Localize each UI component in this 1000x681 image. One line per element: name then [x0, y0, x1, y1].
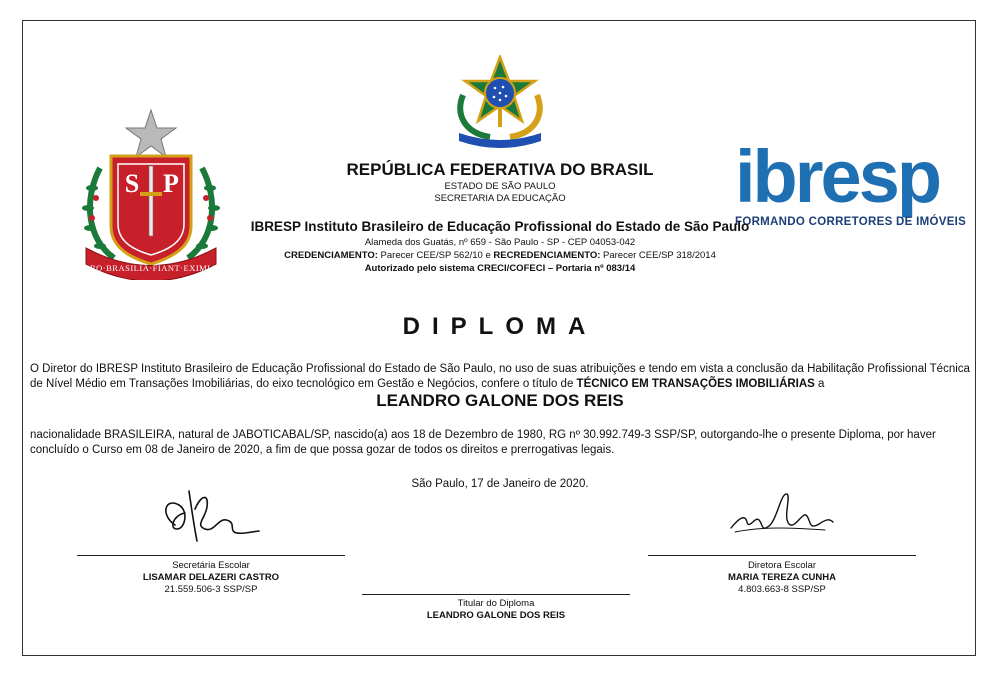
ibresp-logo-word: ibresp — [735, 135, 940, 218]
director-name: MARIA TEREZA CUNHA — [727, 572, 836, 583]
conferral-paragraph — [30, 362, 970, 392]
signature-secretary — [155, 485, 265, 545]
signature-block-director — [648, 560, 916, 596]
authorization-line: Autorizado pelo sistema CRECI/COFECI – Portaria nº 083/14 — [364, 263, 636, 274]
ibresp-logo-tagline: FORMANDO CORRETORES DE IMÓVEIS — [735, 216, 967, 228]
brazil-coat-of-arms — [445, 55, 555, 150]
secretariat-name: SECRETARIA DA EDUCAÇÃO — [434, 193, 566, 204]
holder-name: LEANDRO GALONE DOS REIS — [376, 391, 624, 410]
secretary-id: 21.559.506-3 SSP/SP — [164, 584, 258, 595]
conferral-end: a — [814, 378, 825, 390]
ibresp-logo — [735, 135, 975, 228]
signature-director — [725, 488, 835, 538]
holder-details-paragraph: nacionalidade BRASILEIRA, natural de JABOTICABAL/SP, nascido(a) aos 18 de Dezembro de 1980, RG nº 30.992.749-3 SSP/SP, outorgando-lhe o presente Diploma, por haver concluído o Curso em 08 de Janeiro de 2020, a fim de que possa gozar de todos os direitos e prerrogativas legais. — [30, 429, 936, 456]
credenciamento-label: CREDENCIAMENTO: — [284, 250, 378, 261]
signature-line-director — [648, 555, 916, 556]
sp-arms-motto: PRO·BRASILIA·FIANT·EXIMIA — [84, 263, 218, 273]
director-id: 4.803.663-8 SSP/SP — [738, 584, 826, 595]
holder-signature-name: LEANDRO GALONE DOS REIS — [426, 610, 566, 621]
signature-block-secretary — [77, 560, 345, 596]
republic-title: REPÚBLICA FEDERATIVA DO BRASIL — [346, 160, 654, 179]
secretary-name: LISAMAR DELAZERI CASTRO — [142, 572, 280, 583]
recredenciamento-label: RECREDENCIAMENTO: — [493, 250, 601, 261]
signature-line-secretary — [77, 555, 345, 556]
state-name: ESTADO DE SÃO PAULO — [444, 181, 556, 192]
signature-line-holder — [362, 594, 630, 595]
degree-title: TÉCNICO EM TRANSAÇÕES IMOBILIÁRIAS — [576, 378, 815, 390]
secretary-role: Secretária Escolar — [172, 560, 250, 571]
holder-role: Titular do Diploma — [457, 598, 535, 609]
credenciamento-value: Parecer CEE/SP 562/10 e — [377, 250, 494, 261]
diploma-title: DIPLOMA — [402, 313, 598, 340]
institution-name: IBRESP Instituto Brasileiro de Educação Profissional do Estado de São Paulo — [250, 219, 750, 234]
recredenciamento-value: Parecer CEE/SP 318/2014 — [600, 250, 716, 261]
signature-block-holder — [362, 598, 630, 622]
institution-address: Alameda dos Guatás, nº 659 - São Paulo - SP - CEP 04053-042 — [364, 237, 636, 248]
conferral-text: O Diretor do IBRESP Instituto Brasileiro de Educação Profissional do Estado de São Paulo, no uso de suas atribuições e tendo em vista a conclusão da Habilitação Profissional Técnica de Nível Médio em Transações Imobiliárias, do eixo tecnológico em Gestão e Negócios, confere o título de — [30, 363, 970, 390]
sp-arms-letter-p: P — [163, 169, 179, 198]
sp-arms-letter-s: S — [124, 169, 140, 198]
director-role: Diretora Escolar — [747, 560, 817, 571]
issue-date: São Paulo, 17 de Janeiro de 2020. — [411, 478, 589, 490]
accreditation-line — [200, 250, 800, 261]
